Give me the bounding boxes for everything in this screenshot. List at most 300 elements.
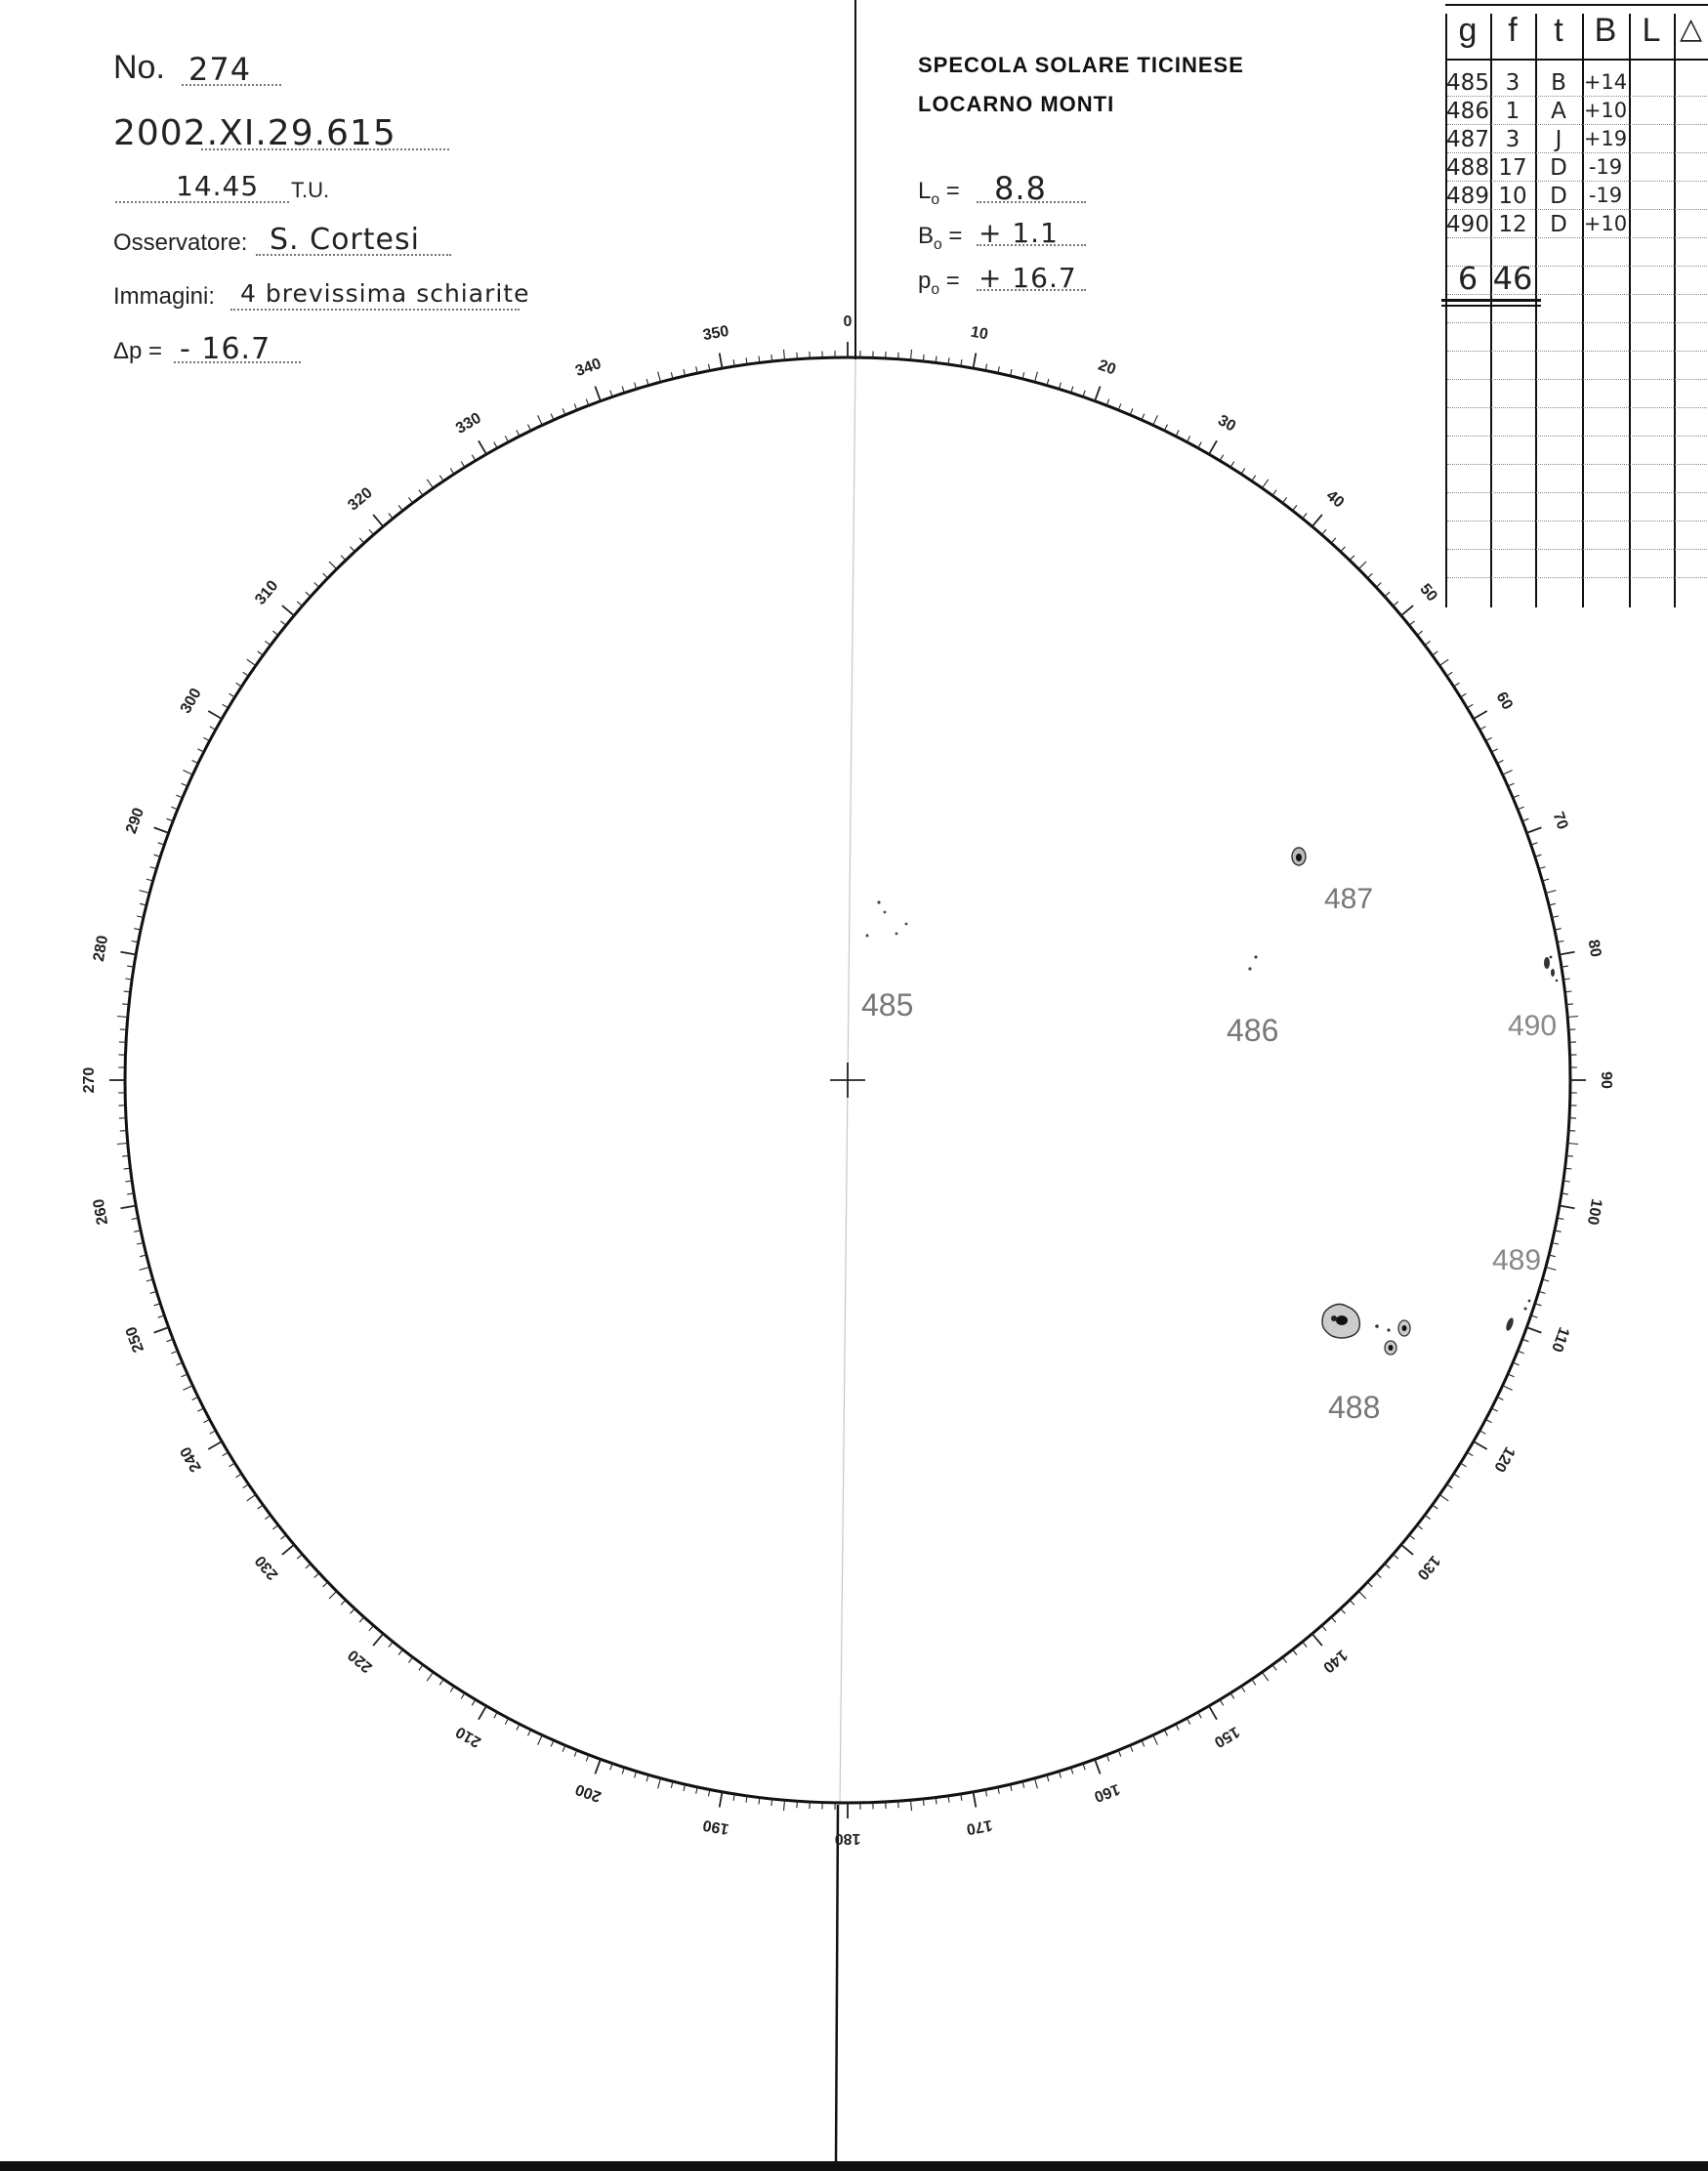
angle-tick: [1331, 1617, 1336, 1622]
angle-label: 40: [1322, 487, 1348, 512]
angle-tick: [1350, 1600, 1354, 1605]
angle-tick: [121, 1206, 137, 1209]
angle-tick: [494, 1712, 497, 1718]
angle-tick: [192, 1397, 198, 1399]
angle-tick: [658, 1778, 661, 1789]
angle-tick: [314, 583, 319, 588]
angle-tick: [265, 641, 271, 645]
angle-tick: [595, 387, 601, 401]
table-total-spots: 46: [1492, 260, 1533, 297]
angle-label: 60: [1492, 689, 1517, 713]
angle-label: 280: [90, 934, 112, 963]
angle-tick: [538, 415, 543, 425]
angle-tick: [419, 490, 423, 496]
angle-tick: [1358, 562, 1366, 569]
angle-tick: [528, 425, 531, 431]
angle-label: 0: [843, 313, 853, 331]
angle-tick: [1230, 1693, 1234, 1699]
angle-tick: [183, 771, 192, 775]
angle-tick: [1560, 952, 1575, 955]
angle-tick: [197, 749, 203, 752]
angle-label: 150: [1211, 1723, 1242, 1751]
angle-tick: [1322, 529, 1327, 534]
table-cell-b: -19: [1588, 155, 1623, 179]
angle-tick: [517, 1724, 520, 1730]
number-label: No.: [113, 49, 165, 86]
angle-tick: [1439, 1494, 1448, 1500]
angle-tick: [1503, 1386, 1513, 1391]
angle-tick: [140, 1268, 150, 1271]
angle-tick: [1209, 1706, 1217, 1720]
angle-tick: [341, 556, 346, 561]
table-cell-t: A: [1551, 99, 1566, 124]
angle-tick: [1220, 1699, 1224, 1705]
p0-value: + 16.7: [979, 262, 1077, 294]
angle-tick: [1035, 1778, 1038, 1789]
angle-tick: [1491, 749, 1497, 752]
angle-tick: [450, 1687, 454, 1692]
angle-tick: [1176, 1724, 1179, 1730]
p0-label: $p_o$ =: [918, 268, 960, 298]
number-value: 274: [188, 51, 252, 88]
angle-tick: [1262, 1672, 1268, 1681]
angle-tick: [1433, 651, 1438, 655]
table-cell-t: D: [1550, 184, 1567, 209]
angle-tick: [1503, 771, 1513, 775]
angle-tick: [247, 1494, 256, 1500]
angle-tick: [720, 1792, 723, 1808]
group-label-485: 485: [861, 987, 914, 1023]
time-unit-label: T.U.: [291, 178, 330, 202]
angle-label: 10: [969, 323, 990, 344]
angle-tick: [265, 1515, 271, 1519]
angle-tick: [1467, 704, 1473, 708]
angle-tick: [974, 1792, 977, 1808]
angle-tick: [1526, 827, 1541, 833]
angle-tick: [1566, 1155, 1573, 1156]
angle-tick: [1220, 455, 1224, 461]
table-cell-b: +10: [1583, 99, 1628, 122]
angle-tick: [282, 1545, 294, 1555]
angle-tick: [1479, 727, 1485, 730]
table-cell-t: B: [1551, 70, 1566, 96]
l0-value: 8.8: [994, 170, 1047, 207]
angle-tick: [183, 1386, 192, 1391]
sunspot-group-487: [1292, 848, 1373, 915]
time-value: 14.45: [176, 170, 260, 202]
angle-tick: [140, 891, 150, 894]
table-cell-g: 489: [1446, 184, 1489, 209]
observer-label: Osservatore:: [113, 230, 248, 256]
angle-label: 290: [122, 806, 148, 836]
angle-tick: [784, 1800, 785, 1811]
angle-tick: [1568, 1029, 1575, 1030]
angle-tick: [1187, 436, 1189, 441]
angle-tick: [1491, 1408, 1497, 1411]
angle-tick: [223, 704, 229, 708]
angle-tick: [121, 952, 137, 955]
angle-label: 50: [1416, 580, 1440, 605]
angle-tick: [243, 672, 249, 676]
angle-tick: [784, 350, 785, 360]
angle-tick: [1474, 1441, 1487, 1449]
angle-tick: [281, 1535, 286, 1539]
sunspot-group-488: [1322, 1304, 1410, 1425]
angle-tick: [258, 651, 264, 655]
angle-tick: [1447, 672, 1453, 676]
group-label-489: 489: [1492, 1244, 1542, 1276]
angle-label: 210: [453, 1723, 484, 1751]
angle-tick: [1230, 462, 1234, 468]
angle-tick: [1454, 1474, 1460, 1478]
angle-tick: [208, 711, 222, 719]
angle-tick: [1282, 1657, 1286, 1663]
angle-tick: [911, 350, 912, 360]
angle-tick: [479, 440, 486, 454]
table-header-b: B: [1594, 12, 1617, 49]
angle-tick: [408, 497, 412, 503]
observatory-name: SPECOLA SOLARE TICINESE: [918, 53, 1244, 77]
angle-tick: [229, 693, 235, 697]
angle-tick: [494, 442, 497, 448]
angle-tick: [247, 659, 256, 665]
angle-tick: [1341, 547, 1346, 552]
angle-tick: [1187, 1718, 1189, 1724]
angle-tick: [272, 1525, 278, 1529]
angle-tick: [1567, 1144, 1578, 1145]
angle-tick: [538, 1735, 543, 1745]
angle-tick: [419, 1665, 423, 1671]
table-cell-g: 487: [1446, 127, 1489, 152]
angle-tick: [323, 573, 328, 578]
angle-tick: [479, 1706, 486, 1720]
l0-label: $L_o$ =: [918, 178, 960, 208]
angle-tick: [351, 547, 355, 552]
observer-value: S. Cortesi: [270, 223, 420, 257]
angle-tick: [223, 1452, 229, 1456]
angle-tick: [208, 1441, 222, 1449]
angle-tick: [1409, 1535, 1414, 1539]
angle-tick: [1497, 761, 1503, 764]
angle-label: 90: [1597, 1071, 1614, 1089]
angle-tick: [1241, 469, 1245, 475]
angle-tick: [1035, 372, 1038, 383]
angle-tick: [203, 1419, 209, 1422]
sunspot-group-489: [1492, 1244, 1541, 1332]
angle-tick: [1241, 1687, 1245, 1692]
angle-tick: [117, 1017, 128, 1018]
angle-tick: [1209, 440, 1217, 454]
table-cell-g: 485: [1446, 70, 1489, 96]
angle-tick: [236, 683, 242, 687]
angle-label: 320: [345, 484, 376, 515]
table-cell-t: D: [1550, 212, 1567, 237]
angle-label: 130: [1413, 1552, 1443, 1583]
sunspot-group-490: [1508, 956, 1558, 1042]
table-cell-g: 488: [1446, 155, 1489, 181]
angle-tick: [329, 562, 337, 569]
angle-tick: [373, 1634, 383, 1646]
angle-tick: [229, 1463, 235, 1467]
angle-tick: [398, 1649, 402, 1655]
angle-tick: [1497, 1397, 1503, 1399]
delta-p-label: Δp =: [113, 338, 163, 364]
angle-tick: [1567, 1017, 1578, 1018]
angle-tick: [461, 1693, 465, 1699]
angle-tick: [1367, 573, 1372, 578]
angle-tick: [797, 353, 798, 359]
group-label-487: 487: [1324, 883, 1374, 915]
angle-tick: [1425, 1515, 1431, 1519]
angle-tick: [122, 1004, 129, 1005]
angle-tick: [297, 1555, 302, 1560]
angle-tick: [720, 354, 723, 369]
angle-tick: [1252, 476, 1256, 481]
angle-tick: [122, 1155, 129, 1156]
angle-tick: [306, 1564, 311, 1568]
sunspot-group-485: [861, 900, 913, 1023]
angle-label: 330: [453, 409, 484, 438]
angle-label: 230: [252, 1552, 282, 1583]
angle-tick: [1474, 711, 1487, 719]
angle-label: 160: [1092, 1779, 1122, 1806]
angle-tick: [117, 1144, 128, 1145]
angle-label: 140: [1319, 1646, 1351, 1676]
angle-tick: [1560, 1206, 1575, 1209]
sunspot-group-486: [1227, 955, 1278, 1048]
angle-tick: [1331, 538, 1336, 543]
angle-label: 180: [834, 1829, 861, 1847]
angle-tick: [911, 1800, 912, 1811]
table-cell-f: 10: [1498, 184, 1527, 209]
angle-tick: [1282, 497, 1286, 503]
table-cell-f: 1: [1505, 99, 1521, 124]
images-label: Immagini:: [113, 283, 216, 310]
angle-tick: [1322, 1626, 1327, 1631]
angle-tick: [323, 1582, 328, 1587]
angle-tick: [1262, 480, 1268, 488]
angle-label: 190: [701, 1816, 730, 1838]
angle-label: 310: [252, 577, 282, 608]
angle-tick: [1433, 1505, 1438, 1509]
angle-tick: [1350, 556, 1354, 561]
angle-tick: [1447, 1484, 1453, 1488]
table-header-f: f: [1508, 12, 1518, 49]
angle-tick: [1401, 605, 1413, 615]
angle-tick: [517, 430, 520, 436]
angle-tick: [528, 1730, 531, 1735]
angle-tick: [1153, 415, 1158, 425]
angle-label: 350: [701, 322, 730, 345]
angle-tick: [771, 355, 772, 361]
angle-tick: [341, 1600, 346, 1605]
angle-label: 80: [1584, 938, 1604, 959]
angle-tick: [389, 514, 393, 519]
delta-p-value: - 16.7: [180, 332, 271, 366]
angle-tick: [1425, 641, 1431, 645]
angle-tick: [923, 355, 924, 361]
angle-tick: [1417, 631, 1423, 635]
table-cell-g: 490: [1446, 212, 1489, 237]
angle-tick: [1417, 1525, 1423, 1529]
group-label-488: 488: [1328, 1390, 1381, 1425]
angle-tick: [359, 1617, 364, 1622]
angle-tick: [1454, 683, 1460, 687]
angle-tick: [272, 631, 278, 635]
angle-tick: [1312, 515, 1322, 526]
angle-tick: [369, 529, 374, 534]
angle-tick: [351, 1608, 355, 1613]
angle-label: 30: [1215, 411, 1239, 436]
angle-label: 110: [1548, 1324, 1572, 1355]
angle-label: 120: [1490, 1443, 1519, 1475]
angle-tick: [505, 1718, 508, 1724]
angle-tick: [923, 1799, 924, 1806]
angle-tick: [1367, 1582, 1372, 1587]
angle-label: 220: [345, 1646, 376, 1676]
angle-tick: [258, 1505, 264, 1509]
table-cell-t: J: [1555, 127, 1562, 152]
angle-label: 100: [1583, 1197, 1605, 1227]
angle-tick: [203, 737, 209, 740]
angle-label: 250: [122, 1324, 148, 1355]
table-cell-g: 486: [1446, 99, 1489, 124]
angle-tick: [658, 372, 661, 383]
angle-tick: [1461, 1463, 1467, 1467]
angle-tick: [1394, 602, 1398, 606]
observatory-location: LOCARNO MONTI: [918, 92, 1115, 116]
angle-tick: [1568, 1131, 1575, 1132]
angle-tick: [472, 455, 476, 461]
angle-tick: [359, 538, 364, 543]
angle-tick: [1293, 1649, 1297, 1655]
angle-tick: [1272, 1665, 1276, 1671]
angle-tick: [472, 1699, 476, 1705]
angle-label: 20: [1096, 356, 1118, 379]
angle-tick: [154, 827, 169, 833]
angle-tick: [314, 1573, 319, 1578]
angle-label: 260: [90, 1197, 112, 1227]
angle-tick: [1303, 1642, 1307, 1647]
table-cell-b: +10: [1583, 212, 1628, 235]
angle-tick: [1303, 514, 1307, 519]
group-label-490: 490: [1508, 1010, 1558, 1042]
angle-tick: [771, 1799, 772, 1806]
b0-label: $B_o$ =: [918, 223, 963, 253]
angle-tick: [1394, 1555, 1398, 1560]
table-cell-f: 3: [1505, 70, 1521, 96]
angle-tick: [1176, 430, 1179, 436]
angle-tick: [1401, 1545, 1413, 1555]
angle-tick: [1376, 1573, 1381, 1578]
angle-tick: [236, 1474, 242, 1478]
angle-tick: [450, 469, 454, 475]
angle-tick: [329, 1591, 337, 1599]
angle-label: 340: [573, 355, 604, 381]
angle-tick: [154, 1327, 169, 1333]
angle-tick: [1376, 583, 1381, 588]
angle-tick: [1485, 737, 1491, 740]
angle-tick: [1546, 891, 1557, 894]
table-cell-f: 12: [1498, 212, 1527, 237]
angle-tick: [1252, 1680, 1256, 1686]
table-cell-f: 3: [1505, 127, 1521, 152]
angle-tick: [1312, 1634, 1322, 1646]
angle-tick: [898, 353, 899, 359]
angle-label: 240: [177, 1443, 205, 1475]
angle-tick: [1164, 1730, 1167, 1735]
angle-tick: [1272, 490, 1276, 496]
angle-tick: [398, 505, 402, 511]
angle-tick: [373, 515, 383, 526]
table-header-delta: △: [1679, 13, 1703, 45]
angle-label: 300: [177, 686, 205, 717]
table-cell-f: 17: [1498, 155, 1527, 181]
angle-tick: [1439, 659, 1448, 665]
angle-tick: [369, 1626, 374, 1631]
angle-tick: [797, 1801, 798, 1808]
angle-tick: [120, 1029, 127, 1030]
angle-tick: [1198, 1712, 1201, 1718]
angle-tick: [1385, 592, 1390, 597]
angle-tick: [505, 436, 508, 441]
angle-tick: [1153, 1735, 1158, 1745]
angle-tick: [1566, 1004, 1573, 1005]
angle-tick: [439, 1680, 443, 1686]
angle-tick: [427, 1672, 433, 1681]
angle-tick: [1409, 621, 1414, 625]
angle-tick: [1164, 425, 1167, 431]
angle-tick: [439, 476, 443, 481]
table-cell-t: D: [1550, 155, 1567, 181]
scan-bottom-edge: [0, 2161, 1708, 2171]
angle-tick: [1095, 387, 1101, 401]
angle-tick: [1479, 1431, 1485, 1434]
angle-tick: [1461, 693, 1467, 697]
table-header-t: t: [1554, 12, 1563, 49]
angle-tick: [595, 1759, 601, 1774]
angle-label: 70: [1549, 810, 1571, 832]
table-total-groups: 6: [1457, 260, 1479, 297]
angle-tick: [1546, 1268, 1557, 1271]
angle-label: 170: [965, 1816, 994, 1838]
table-header-g: g: [1458, 12, 1478, 49]
b0-value: + 1.1: [979, 217, 1059, 249]
bottom-axis-line: [836, 1805, 838, 2161]
angle-tick: [281, 621, 286, 625]
angle-tick: [1385, 1564, 1390, 1568]
angle-tick: [427, 480, 433, 488]
angle-tick: [297, 602, 302, 606]
angle-tick: [974, 354, 977, 369]
group-label-486: 486: [1227, 1013, 1279, 1048]
angle-tick: [1341, 1608, 1346, 1613]
table-cell-b: +19: [1583, 127, 1628, 150]
angle-tick: [1095, 1759, 1101, 1774]
angle-tick: [1526, 1327, 1541, 1333]
angle-tick: [1358, 1591, 1366, 1599]
angle-tick: [192, 761, 198, 764]
angle-tick: [120, 1131, 127, 1132]
angle-tick: [197, 1408, 203, 1411]
angle-label: 200: [573, 1779, 604, 1806]
angle-tick: [210, 1431, 216, 1434]
date-value: 2002.XI.29.615: [113, 113, 396, 153]
angle-tick: [210, 727, 216, 730]
angle-tick: [898, 1801, 899, 1808]
angle-tick: [306, 592, 311, 597]
angle-tick: [408, 1657, 412, 1663]
